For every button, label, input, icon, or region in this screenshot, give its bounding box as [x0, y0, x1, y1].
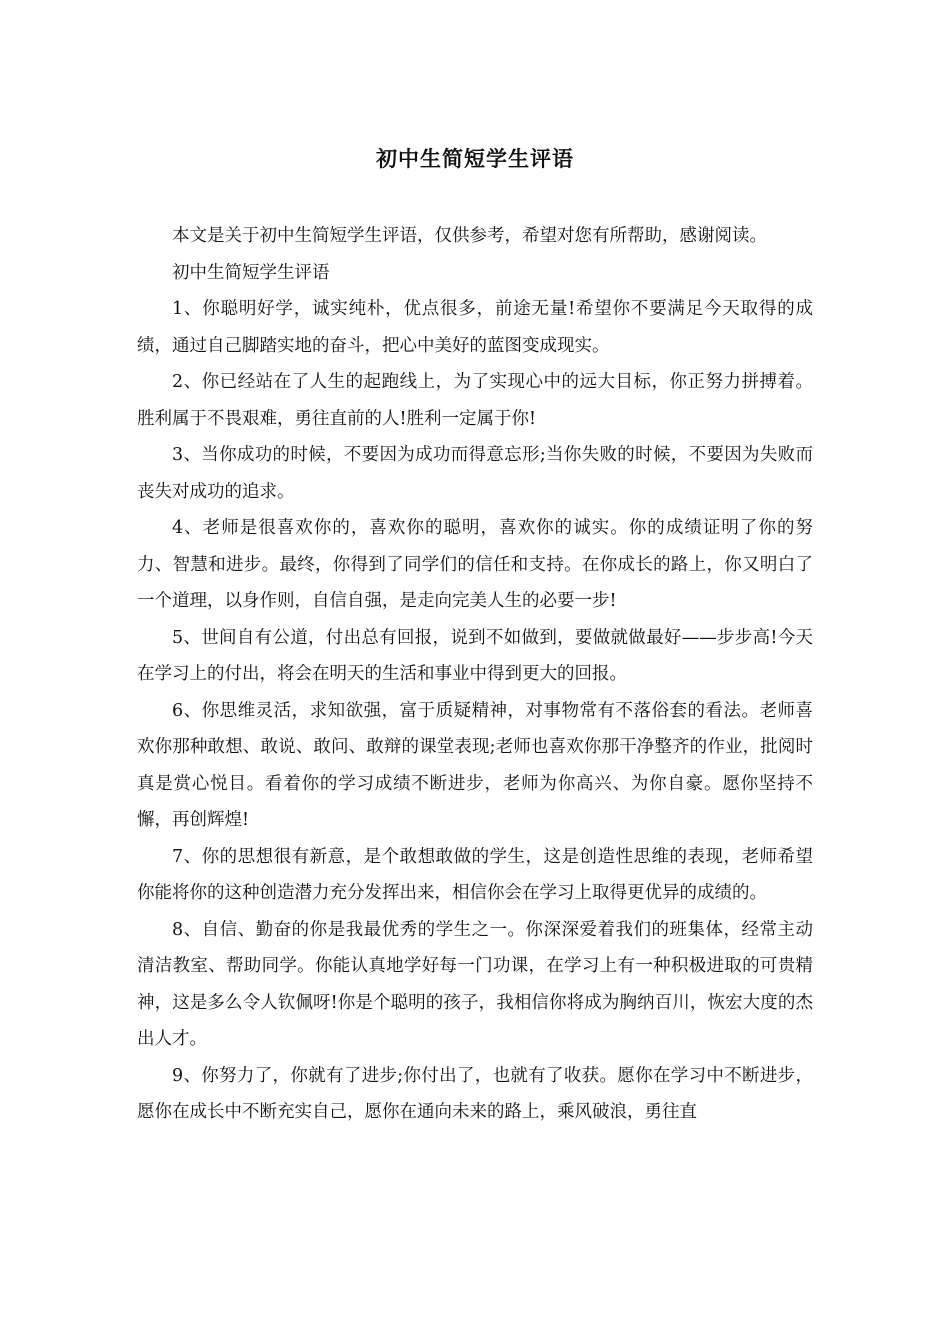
comment-paragraph-1: 1、你聪明好学，诚实纯朴，优点很多，前途无量!希望你不要满足今天取得的成绩，通过自己脚踏实地的奋斗，把心中美好的蓝图变成现实。 — [137, 299, 813, 356]
comment-paragraph-3: 3、当你成功的时候，不要因为成功而得意忘形;当你失败的时候，不要因为失败而丧失对成功的追求。 — [137, 445, 813, 502]
document-title: 初中生简短学生评语 — [376, 146, 574, 171]
comment-paragraph-8: 8、自信、勤奋的你是我最优秀的学生之一。你深深爱着我们的班集体，经常主动清洁教室、帮助同学。你能认真地学好每一门功课，在学习上有一种积极进取的可贵精神，这是多么令人钦佩呀!你是个聪明的孩子，我相信你将成为胸纳百川，恢宏大度的杰出人才。 — [137, 919, 813, 1049]
comment-paragraph-2: 2、你已经站在了人生的起跑线上，为了实现心中的远大目标，你正努力拼搏着。胜利属于不畏艰难，勇往直前的人!胜利一定属于你! — [137, 372, 813, 429]
section-heading: 初中生简短学生评语 — [172, 262, 330, 283]
document-body — [137, 218, 813, 1131]
comment-paragraph-9: 9、你努力了，你就有了进步;你付出了，也就有了收获。愿你在学习中不断进步，愿你在成长中不断充实自己，愿你在通向未来的路上，乘风破浪，勇往直 — [137, 1065, 813, 1122]
comment-paragraph-6: 6、你思维灵活，求知欲强，富于质疑精神，对事物常有不落俗套的看法。老师喜欢你那种敢想、敢说、敢问、敢辩的课堂表现;老师也喜欢你那干净整齐的作业，批阅时真是赏心悦目。看着你的学习成绩不断进步，老师为你高兴、为你自豪。愿你坚持不懈，再创辉煌! — [137, 700, 813, 830]
intro-paragraph: 本文是关于初中生简短学生评语，仅供参考，希望对您有所帮助，感谢阅读。 — [172, 226, 767, 246]
comment-paragraph-7: 7、你的思想很有新意，是个敢想敢做的学生，这是创造性思维的表现，老师希望你能将你的这种创造潜力充分发挥出来，相信你会在学习上取得更优异的成绩的。 — [137, 846, 813, 903]
comment-paragraph-4: 4、老师是很喜欢你的，喜欢你的聪明，喜欢你的诚实。你的成绩证明了你的努力、智慧和进步。最终，你得到了同学们的信任和支持。在你成长的路上，你又明白了一个道理，以身作则，自信自强，是走向完美人生的必要一步! — [137, 518, 813, 611]
comment-paragraph-5: 5、世间自有公道，付出总有回报，说到不如做到，要做就做最好——步步高!今天在学习上的付出，将会在明天的生活和事业中得到更大的回报。 — [137, 627, 813, 684]
